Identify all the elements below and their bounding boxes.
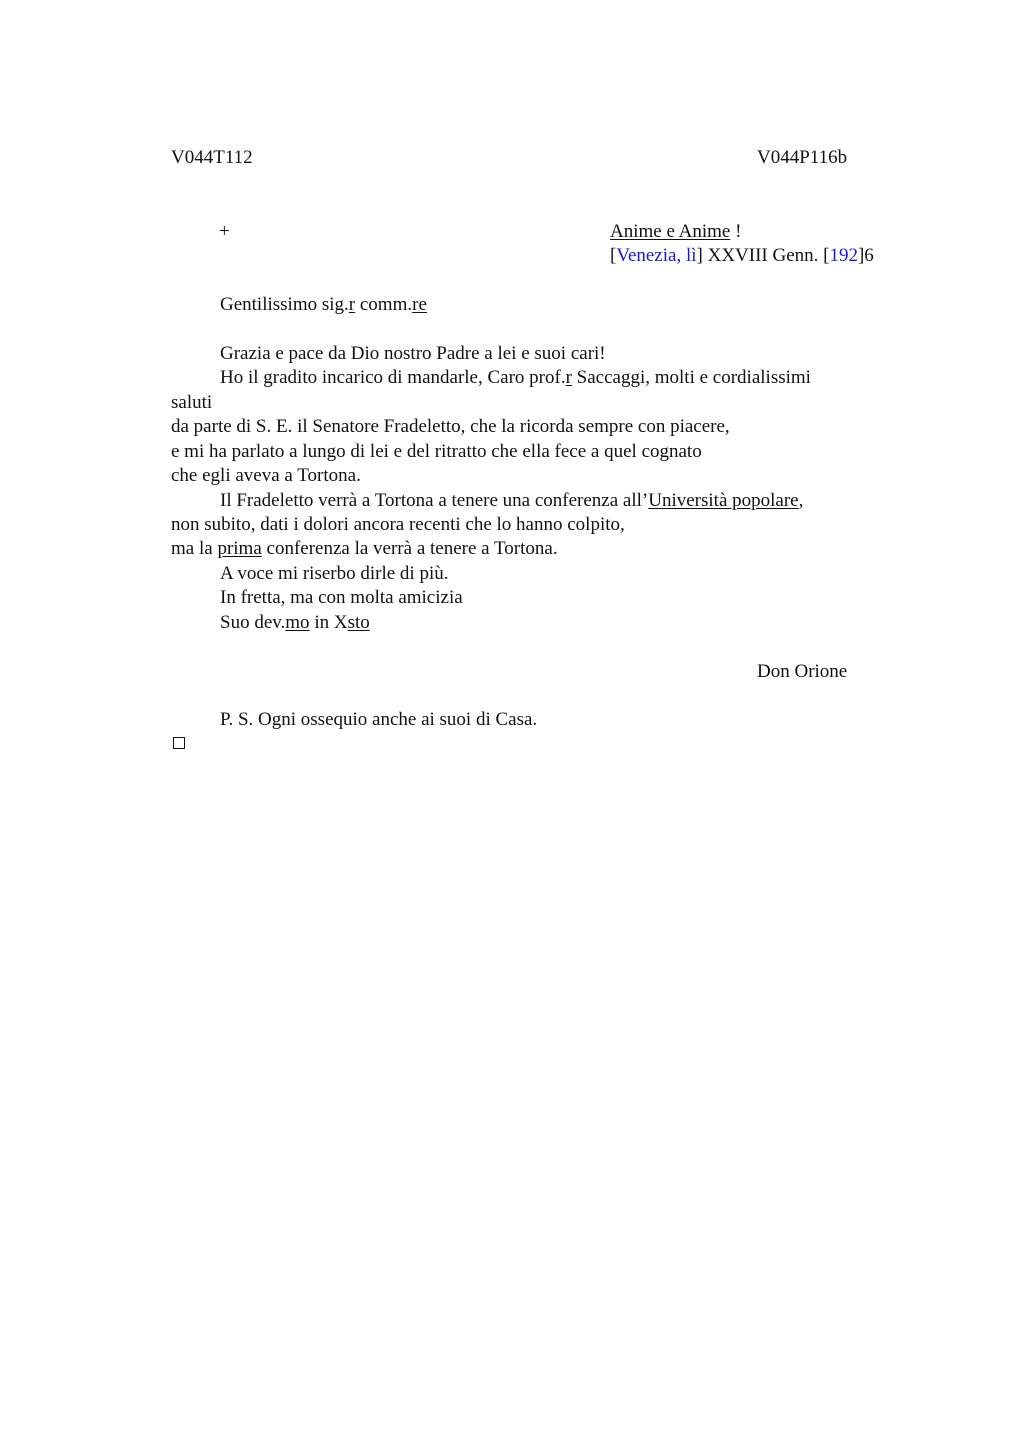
closing-abbr-1: mo [285, 612, 310, 633]
document-code-left: V044T112 [171, 147, 253, 168]
salutation-text-b: comm. [355, 294, 413, 315]
body-line-7 [220, 489, 803, 513]
body-line-9 [171, 537, 558, 561]
body-line-1: Grazia e pace da Dio nostro Padre a lei e suoi cari! [220, 343, 606, 364]
postscript: P. S. Ogni ossequio anche ai suoi di Casa. [220, 709, 538, 730]
closing-text-a: Suo dev. [220, 612, 286, 633]
salutation-abbr-a: r [348, 294, 356, 315]
body-line-2-a: Ho il gradito incarico di mandarle, Caro prof. [220, 367, 566, 388]
body-line-2-abbr: r [565, 367, 572, 388]
document-code-right: V044P116b [757, 147, 848, 168]
body-line-8: non subito, dati i dolori ancora recenti che lo hanno colpito, [171, 514, 625, 535]
body-line-7-underlined: Università popolare [648, 490, 799, 511]
body-line-4: da parte di S. E. il Senatore Fradeletto, che la ricorda sempre con piacere, [171, 416, 730, 437]
closing-abbr-2: sto [347, 612, 370, 633]
body-line-10: A voce mi riserbo dirle di più. [220, 563, 449, 584]
salutation-abbr-b: re [412, 294, 427, 315]
dateline-tail: ]6 [857, 245, 874, 266]
body-line-9-underlined: prima [217, 538, 262, 559]
body-line-2 [220, 366, 811, 390]
dateline [610, 244, 874, 268]
signature: Don Orione [757, 661, 848, 682]
dateline-mid: ] XXVIII Genn. [ [696, 245, 830, 266]
body-line-9-b: conferenza la verrà a tenere a Tortona. [261, 538, 558, 559]
body-line-9-a: ma la [171, 538, 218, 559]
body-line-7-b: , [798, 490, 804, 511]
closing-text-b: in X [309, 612, 348, 633]
body-line-3: saluti [171, 392, 213, 413]
cross-mark: + [219, 221, 230, 242]
dateline-year: 192 [829, 245, 858, 266]
body-line-11: In fretta, ma con molta amicizia [220, 587, 463, 608]
motto-rest: ! [730, 221, 742, 242]
salutation [220, 293, 427, 317]
dateline-place: Venezia, lì [616, 245, 697, 266]
body-line-7-a: Il Fradeletto verrà a Tortona a tenere una conferenza all’ [220, 490, 649, 511]
body-line-5: e mi ha parlato a lungo di lei e del ritratto che ella fece a quel cognato [171, 441, 702, 462]
end-marker-box [173, 737, 185, 749]
salutation-text-a: Gentilissimo sig. [220, 294, 349, 315]
closing-line [220, 611, 370, 635]
motto [610, 220, 741, 244]
dateline-open-bracket: [ [610, 245, 617, 266]
motto-underlined: Anime e Anime [610, 221, 731, 242]
body-line-6: che egli aveva a Tortona. [171, 465, 361, 486]
body-line-2-b: Saccaggi, molti e cordialissimi [571, 367, 811, 388]
